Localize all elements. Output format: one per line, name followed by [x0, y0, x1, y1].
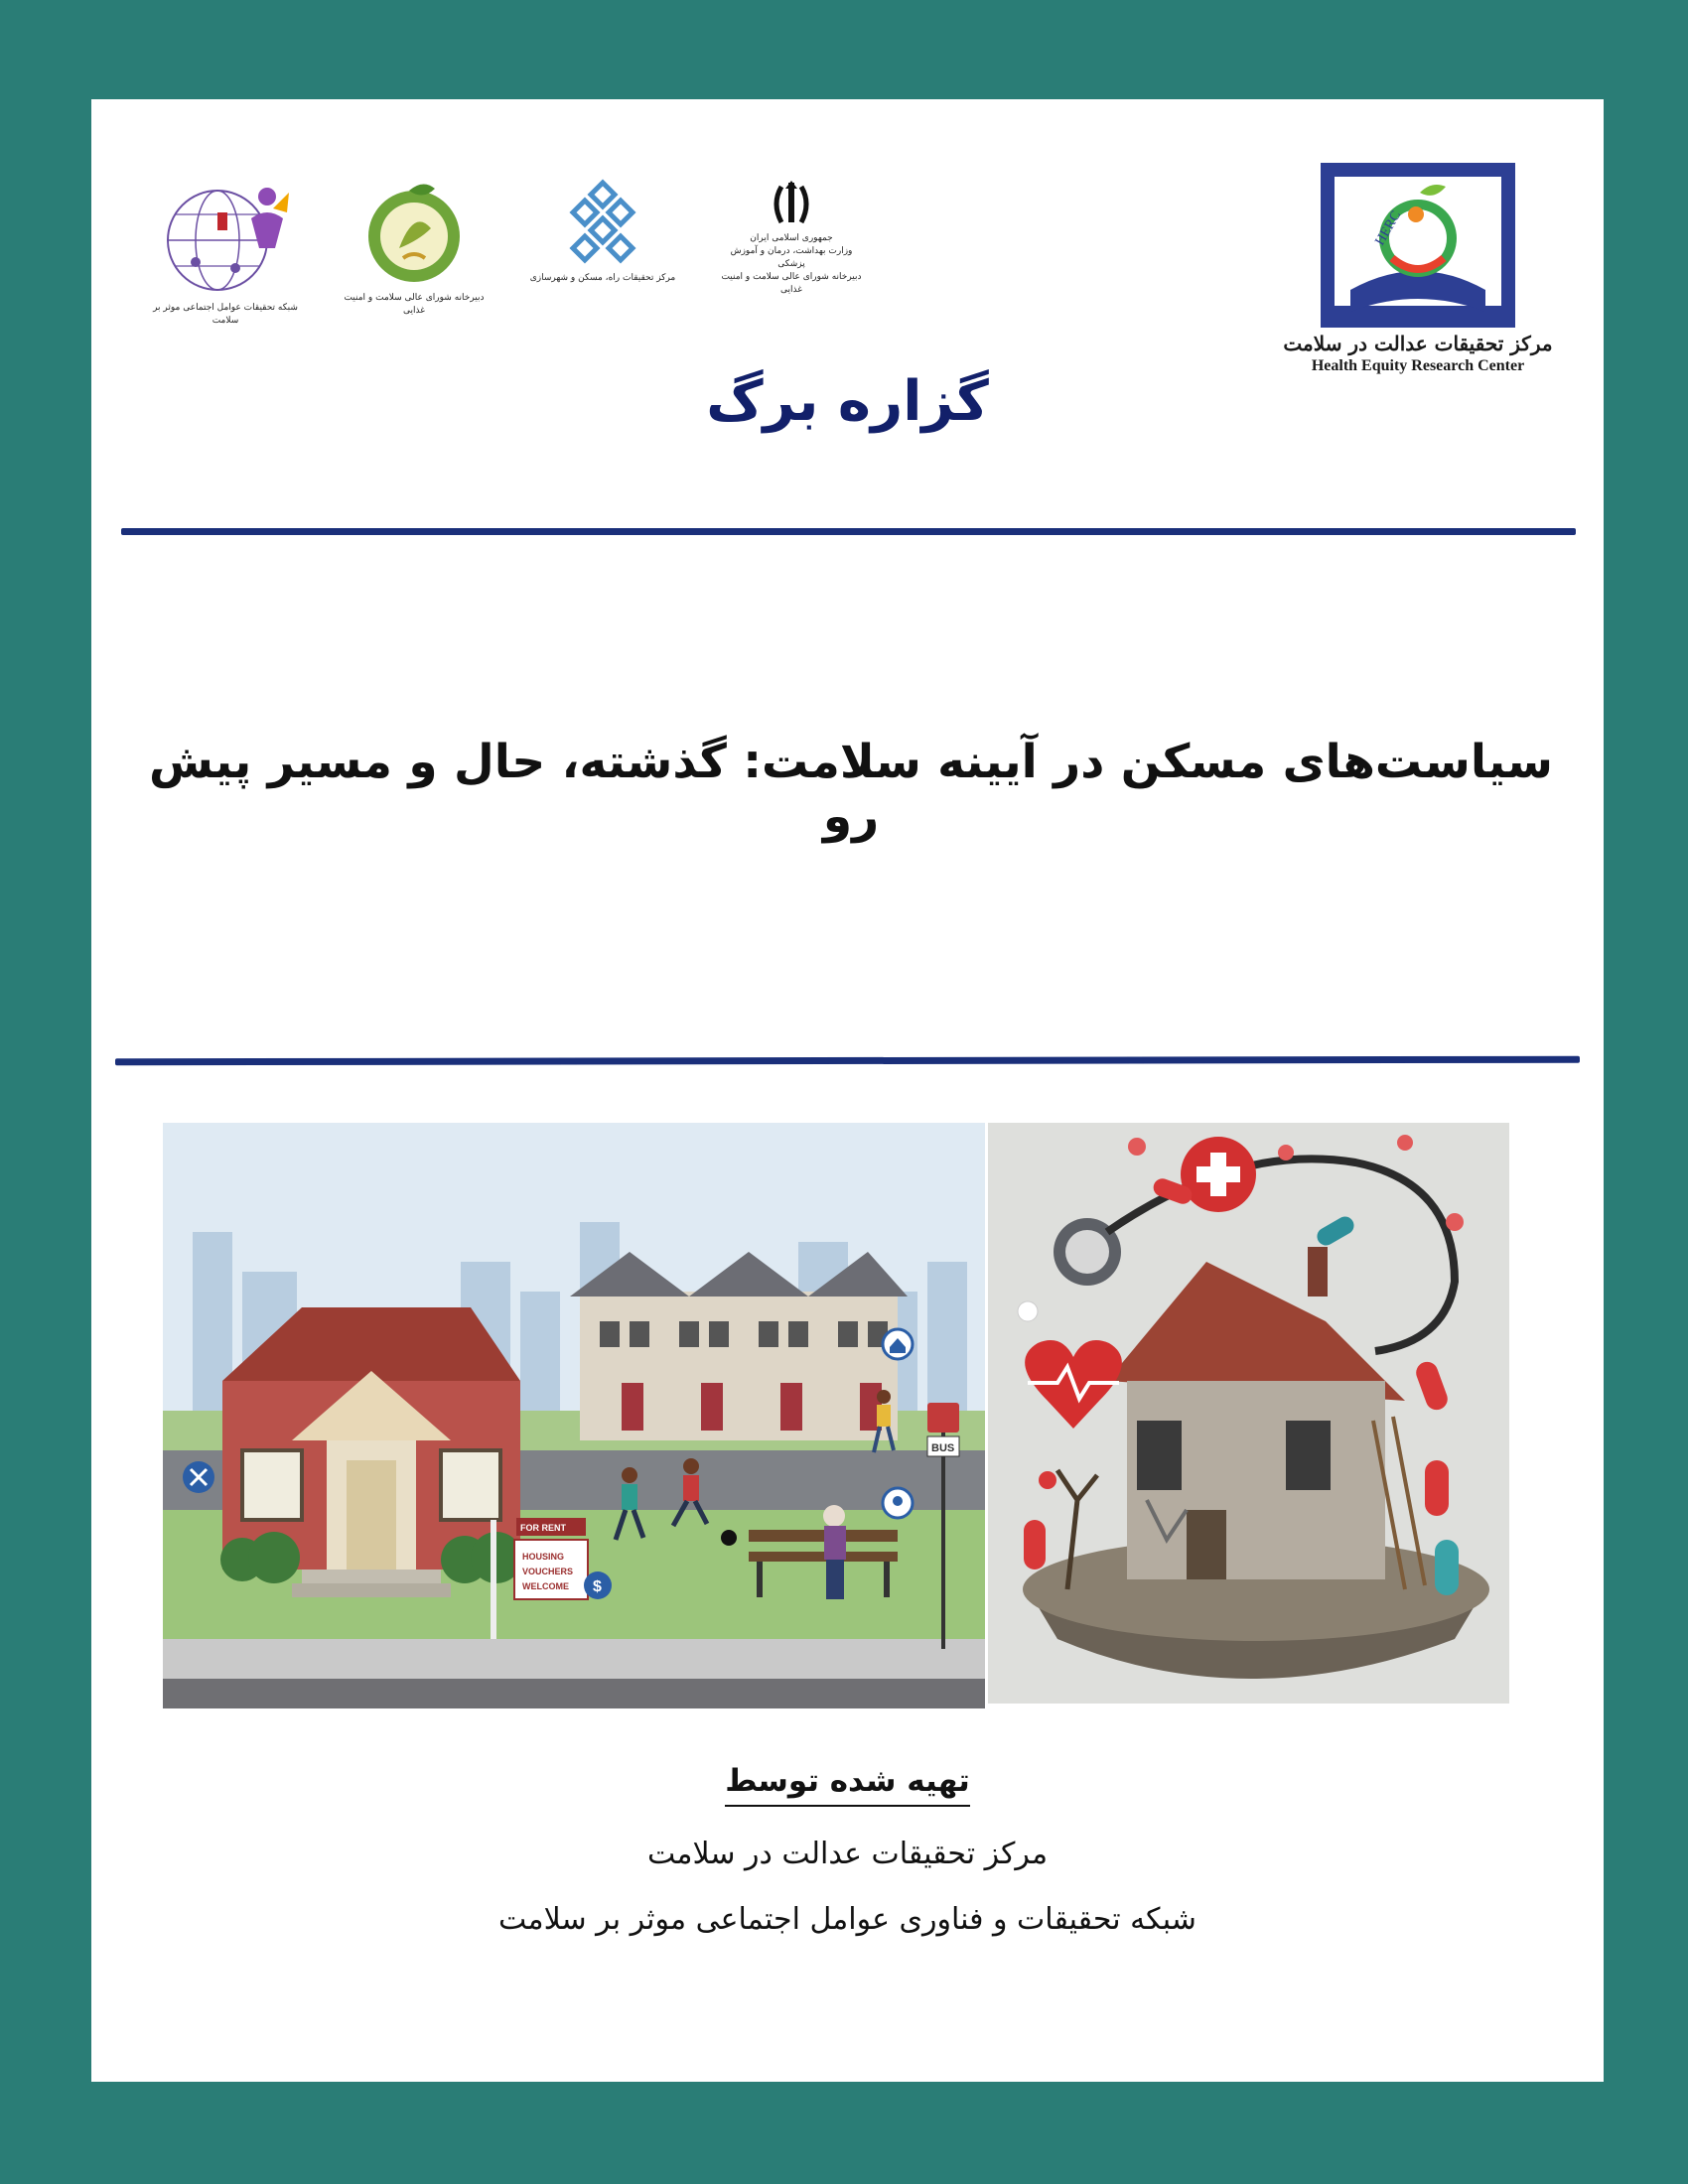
housing-research-logo	[528, 179, 677, 328]
food-security-icon	[359, 179, 469, 288]
voucher-sign-line-1: HOUSING	[522, 1552, 565, 1562]
document-type-heading: گزاره برگ	[706, 369, 989, 434]
deteriorated-house-scene	[988, 1123, 1509, 1704]
globe-people-icon	[156, 179, 295, 298]
food-security-caption: دبیرخانه شورای عالی سلامت و امنیت غذایی	[344, 293, 485, 316]
voucher-sign-line-3: WELCOME	[522, 1581, 569, 1591]
iran-emblem-icon	[762, 179, 821, 228]
credit-line-1: مرکز تحقیقات عدالت در سلامت	[646, 1837, 1049, 1871]
bus-sign: BUS	[931, 1442, 955, 1454]
credits-heading-text: تهیه شده توسط	[725, 1763, 970, 1807]
herc-persian-name: مرکز تحقیقات عدالت در سلامت	[1283, 332, 1553, 355]
food-security-logo	[340, 179, 489, 328]
housing-research-caption: مرکز تحقیقات راه، مسکن و شهرسازی	[529, 273, 676, 283]
neighborhood-illustration	[163, 1123, 985, 1708]
credits-heading	[91, 1763, 1604, 1799]
svg-text:$: $	[593, 1578, 602, 1595]
bottom-divider	[115, 1056, 1580, 1066]
herc-monogram: HERC	[1372, 208, 1405, 248]
voucher-sign-line-2: VOUCHERS	[522, 1567, 574, 1576]
iran-emblem-caption: جمهوری اسلامی ایران وزارت بهداشت، درمان و آموزش پزشکی دبیرخانه شورای عالی سلامت و امنیت غذایی	[721, 233, 862, 295]
sdh-network-caption: شبکه تحقیقات عوامل اجتماعی موثر بر سلامت	[153, 303, 298, 326]
iran-emblem-logo	[717, 179, 866, 328]
housing-research-icon	[563, 179, 642, 268]
top-divider	[121, 528, 1576, 535]
cover-page	[91, 99, 1604, 2082]
credit-line-2: شبکه تحقیقات و فناوری عوامل اجتماعی موثر بر سلامت	[498, 1902, 1196, 1937]
page-title: سیاست‌های مسکن در آیینه سلامت: گذشته، حال و مسیر پیش رو	[149, 735, 1553, 844]
for-rent-sign: FOR RENT	[520, 1523, 566, 1533]
herc-english-name: Health Equity Research Center	[1311, 357, 1525, 374]
neighborhood-scene	[163, 1123, 985, 1708]
health-housing-illustration	[988, 1123, 1509, 1704]
herc-emblem-icon	[1321, 163, 1515, 328]
sdh-network-logo	[151, 179, 300, 328]
partner-logos	[151, 179, 866, 338]
